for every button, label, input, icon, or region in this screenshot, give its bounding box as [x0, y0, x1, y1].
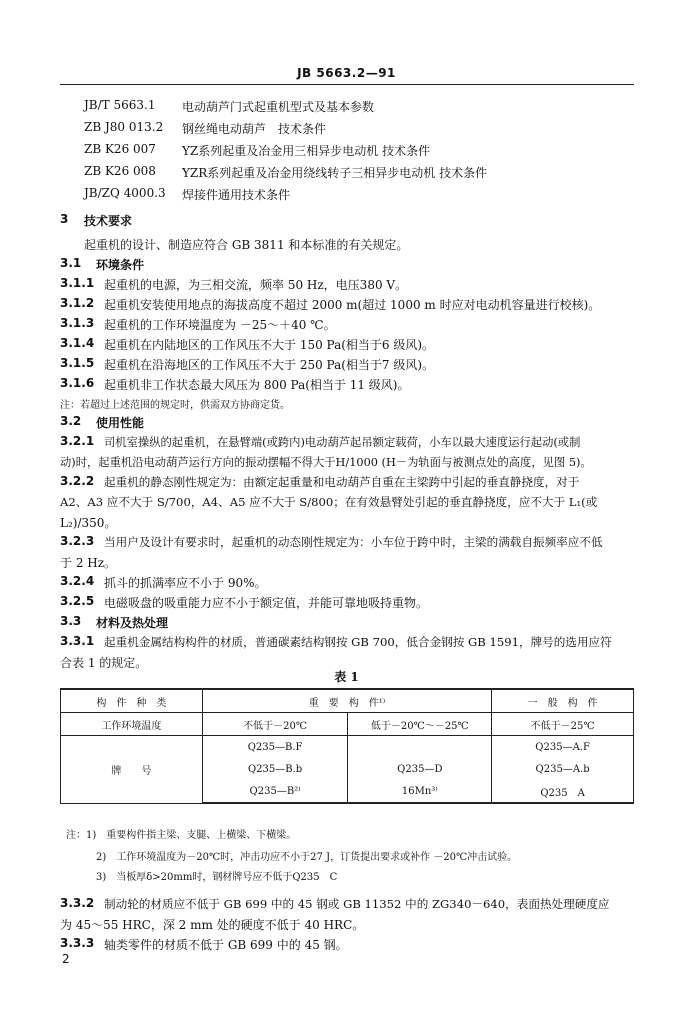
clause-number: 3.2.3 [60, 534, 95, 548]
header-general: 一 般 构 件 [492, 689, 634, 713]
material-table [60, 688, 634, 804]
ref-title: YZR系列起重及冶金用绕线转子三相异步电动机 技术条件 [182, 166, 488, 180]
ref-code: JB/T 5663.1 [84, 98, 156, 112]
clause-number: 3.2.2 [60, 474, 95, 488]
ref-code: ZB J80 013.2 [84, 120, 164, 134]
clause-text-cont: 为 45～55 HRC，深 2 mm 处的硬度不低于 40 HRC。 [60, 918, 365, 932]
temp-cell: 不低于－25℃ [492, 713, 634, 736]
clause-text: 轴类零件的材质不低于 GB 699 中的 45 钢。 [104, 938, 348, 952]
clause-number: 3.3.2 [60, 896, 95, 910]
clause-number: 3.3.1 [60, 634, 95, 648]
ref-title: 钢丝绳电动葫芦 技术条件 [182, 122, 327, 136]
clause-text: 制动轮的材质应不低于 GB 699 中的 45 钢或 GB 11352 中的 ZG340－640，表面热处理硬度应 [104, 897, 610, 911]
temp-cell: 低于－20℃～－25℃ [348, 713, 492, 736]
grade-cell: 16Mn³⁾ [348, 780, 492, 803]
clause-text-cont: 动)时，起重机沿电动葫芦运行方向的振动摆幅不得大于H/1000 (H－为轨面与被测点处的高度，见图 5)。 [60, 456, 592, 469]
grade-cell: Q235—A.b [492, 758, 634, 780]
clause-number: 3.3.3 [60, 936, 95, 950]
table-note: 注：1) 重要构件指主梁、支腿、上横梁、下横梁。 [66, 830, 297, 841]
page-header: JB 5663.2—91 [297, 66, 396, 80]
clause-text-cont: A2、A3 应不大于 S/700，A4、A5 应不大于 S/800；在有效悬臂处引起的垂直静挠度，应不大于 L₁(或 [60, 495, 598, 509]
section-heading: 技术要求 [84, 214, 133, 228]
clause-text: 起重机在沿海地区的工作风压不大于 250 Pa(相当于7 级风)。 [104, 358, 435, 372]
subsection-heading: 材料及热处理 [96, 616, 169, 630]
grade-cell: Q235—B.b [202, 758, 348, 780]
clause-text: 起重机的静态刚性规定为：由额定起重量和电动葫芦自重在主梁跨中引起的垂直静挠度，对于 [104, 475, 580, 489]
clause-text-cont: 合表 1 的规定。 [60, 656, 148, 670]
header-kind: 构 件 种 类 [61, 689, 203, 713]
clause-number: 3.1.3 [60, 316, 95, 330]
clause-text: 起重机非工作状态最大风压为 800 Pa(相当于 11 级风)。 [104, 378, 410, 392]
clause-number: 3.2.5 [60, 594, 95, 608]
clause-number: 3.1.5 [60, 356, 95, 370]
table-caption: 表 1 [334, 670, 359, 684]
page-number: 2 [62, 952, 70, 966]
ref-title: 焊接件通用技术条件 [182, 188, 291, 202]
grade-cell: Q235 A [492, 780, 634, 803]
note: 注：若超过上述范围的规定时，供需双方协商定货。 [60, 400, 290, 411]
table-note: 3) 当板厚δ>20mm时，钢材牌号应不低于Q235 C [96, 872, 338, 883]
clause-text: 起重机在内陆地区的工作风压不大于 150 Pa(相当于6 级风)。 [104, 338, 435, 352]
ref-title: YZ系列起重及冶金用三相异步电动机 技术条件 [182, 144, 431, 158]
header-rule [60, 84, 634, 85]
clause-text-cont: L₂)/350。 [60, 516, 117, 530]
clause-text: 司机室操纵的起重机，在悬臂端(或跨内)电动葫芦起吊额定载荷，小车以最大速度运行起动(或制 [104, 436, 581, 449]
clause-text: 起重机的电源，为三相交流，频率 50 Hz，电压380 V。 [104, 278, 408, 292]
ref-code: JB/ZQ 4000.3 [84, 186, 166, 200]
grade-cell: Q235—D [348, 758, 492, 780]
clause-text: 起重机的工作环境温度为 －25～＋40 ℃。 [104, 318, 336, 332]
ref-code: ZB K26 008 [84, 164, 156, 178]
clause-number: 3.2.1 [60, 434, 95, 448]
grade-cell: Q235—B.F [202, 736, 348, 759]
grade-cell [348, 736, 492, 759]
table-note: 2) 工作环境温度为－20℃时，冲击功应不小于27 J，订货提出要求或补作 －20℃冲击试验。 [96, 852, 518, 863]
clause-number: 3.2.4 [60, 574, 95, 588]
ref-title: 电动葫芦门式起重机型式及基本参数 [182, 100, 375, 114]
clause-number: 3.1.2 [60, 296, 95, 310]
clause-number: 3.1.1 [60, 276, 95, 290]
clause-text: 抓斗的抓满率应不小于 90%。 [104, 576, 267, 590]
temp-cell: 不低于－20℃ [202, 713, 348, 736]
paragraph: 起重机的设计、制造应符合 GB 3811 和本标准的有关规定。 [84, 238, 409, 252]
subsection-number: 3.2 [60, 414, 82, 428]
subsection-number: 3.3 [60, 614, 82, 628]
clause-number: 3.1.6 [60, 376, 95, 390]
clause-text: 起重机金属结构构件的材质，普通碳素结构钢按 GB 700，低合金钢按 GB 1591，牌号的选用应符 [104, 635, 612, 649]
clause-text: 电磁吸盘的吸重能力应不小于额定值，并能可靠地吸持重物。 [104, 596, 429, 610]
section-number: 3 [60, 212, 69, 226]
ref-code: ZB K26 007 [84, 142, 156, 156]
grade-cell: Q235—B²⁾ [202, 780, 348, 803]
subsection-heading: 使用性能 [96, 416, 145, 430]
clause-text: 当用户及设计有要求时，起重机的动态刚性规定为：小车位于跨中时，主梁的满载自振频率应不低 [104, 535, 603, 549]
subsection-number: 3.1 [60, 256, 82, 270]
header-temp: 工作环境温度 [61, 713, 203, 736]
clause-number: 3.1.4 [60, 336, 95, 350]
clause-text-cont: 于 2 Hz。 [60, 556, 117, 570]
header-important: 重 要 构 件¹⁾ [202, 689, 491, 713]
header-grade: 牌 号 [61, 736, 203, 804]
grade-cell: Q235—A.F [492, 736, 634, 759]
clause-text: 起重机安装使用地点的海拔高度不超过 2000 m(超过 1000 m 时应对电动机容量进行校核)。 [104, 298, 601, 312]
subsection-heading: 环境条件 [96, 258, 145, 272]
